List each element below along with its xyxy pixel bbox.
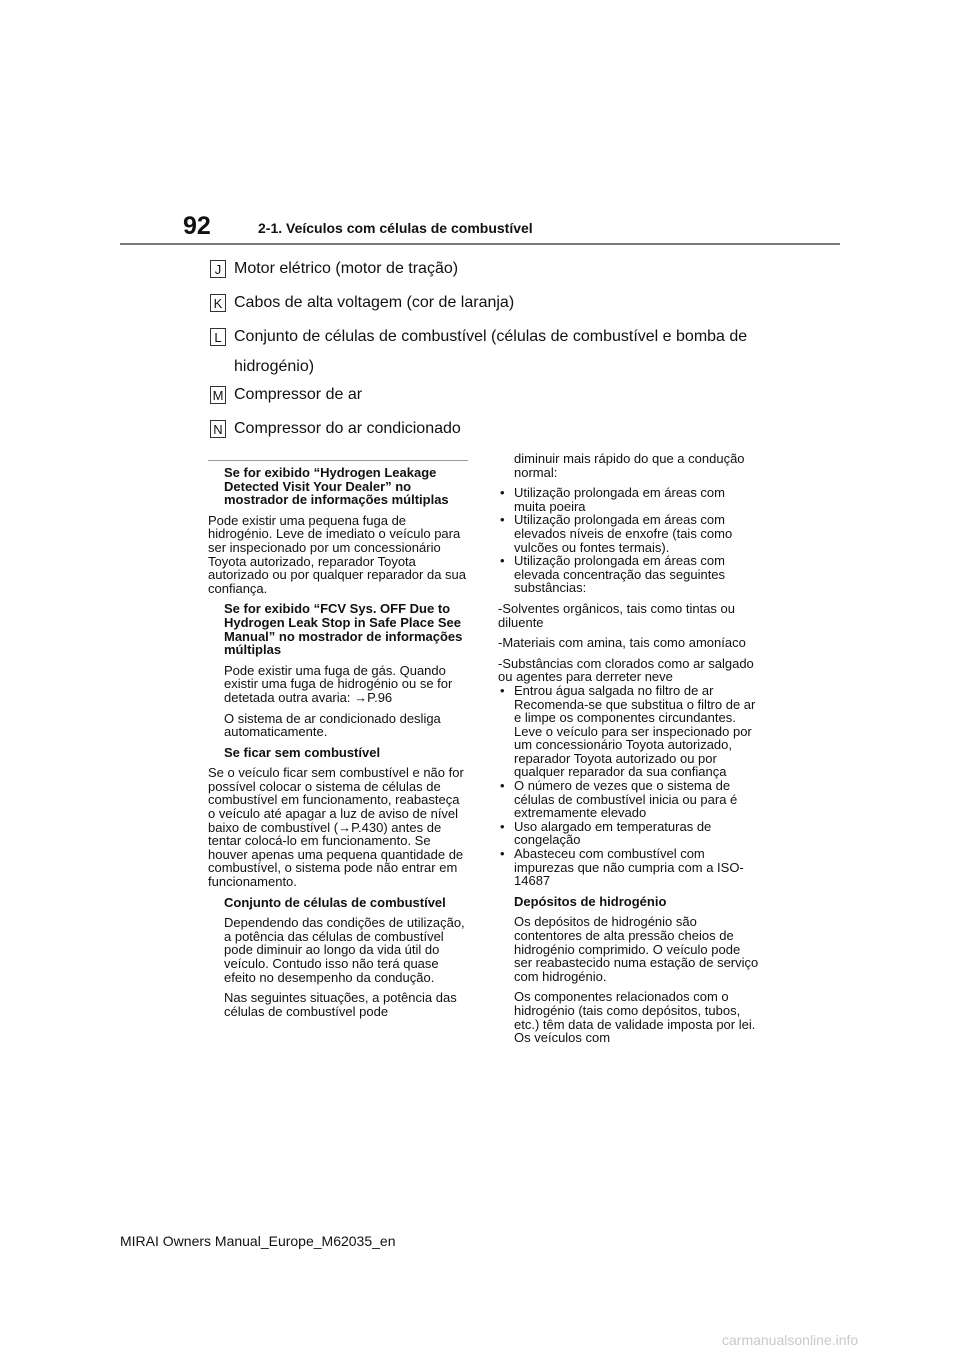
legend-item [210, 384, 770, 410]
list-item: • Entrou água salgada no filtro de ar Recomenda-se que substitua o filtro de ar e limpe os componentes circundantes. Leve o veículo para ser inspecionado por um concessionário Toyota autorizado, reparador Toyota autorizado ou por qualquer reparador da sua confiança [498, 684, 760, 779]
section-title: 2-1. Veículos com células de combustível [258, 220, 533, 236]
list-item: • Abasteceu com combustível com impurezas que não cumpria com a ISO-14687 [498, 847, 760, 888]
legend-text: Compressor de ar [234, 386, 363, 403]
legend-text: Cabos de alta voltagem (cor de laranja) [234, 294, 515, 311]
paragraph: -Materiais com amina, tais como amoníaco [498, 635, 746, 651]
legend-item [210, 326, 770, 382]
bullet-list [498, 486, 760, 595]
watermark: carmanualsonline.info [722, 1332, 859, 1348]
list-item: • Utilização prolongada em áreas com elevada concentração das seguintes substâncias: [498, 554, 760, 595]
legend-text: Compressor do ar condicionado [234, 420, 461, 437]
legend-item [210, 418, 770, 444]
legend-text: Motor elétrico (motor de tração) [234, 260, 459, 277]
paragraph: Pode existir uma fuga de gás. Quando existir uma fuga de hidrogénio ou se for detetada outra avaria: →P.96 [224, 662, 453, 705]
heading-fuel-cell-stack: Conjunto de células de combustível [224, 894, 446, 910]
column-divider [208, 460, 468, 461]
paragraph: diminuir mais rápido do que a condução normal: [514, 451, 745, 480]
footer-doc-id: MIRAI Owners Manual_Europe_M62035_en [120, 1233, 396, 1249]
paragraph: -Substâncias com clorados como ar salgado ou agentes para derreter neve [498, 655, 754, 685]
legend-item [210, 292, 770, 318]
paragraph: Os componentes relacionados com o hidrogénio (tais como depósitos, tubos, etc.) têm data de validade imposta por lei. Os veículos com [514, 989, 756, 1046]
page-number: 92 [183, 212, 211, 240]
paragraph: Nas seguintes situações, a potência das células de combustível pode [224, 990, 457, 1019]
legend-key: L [210, 328, 226, 346]
heading-hydrogen-leak: Se for exibido “Hydrogen Leakage Detected Visit Your Dealer” no mostrador de informações múltiplas [224, 465, 449, 508]
legend-key: J [210, 260, 226, 278]
bullet-list [498, 684, 760, 888]
list-item: • Utilização prolongada em áreas com muita poeira [498, 486, 760, 513]
legend-key: K [210, 294, 226, 312]
left-column [208, 466, 470, 1025]
legend-item [210, 258, 770, 284]
list-item: • O número de vezes que o sistema de células de combustível inicia ou para é extremamente elevado [498, 779, 760, 820]
paragraph: Os depósitos de hidrogénio são contentores de alta pressão cheios de hidrogénio comprimido. O veículo pode ser reabastecido numa estação de serviço com hidrogénio. [514, 914, 759, 984]
heading-hydrogen-tanks: Depósitos de hidrogénio [514, 893, 667, 909]
paragraph: Dependendo das condições de utilização, a potência das células de combustível pode diminuir ao longo da vida útil do veículo. Contudo isso não terá quase efeito no desempenho da condução. [224, 915, 465, 985]
paragraph: Se o veículo ficar sem combustível e não for possível colocar o sistema de células de combustível em funcionamento, reabasteça o veículo até apagar a luz de aviso de nível baixo de combustível (→P.430) antes de tentar colocá-lo em funcionamento. Se houver apenas uma pequena quantidade de combustível, o sistema pode não entrar em funcionamento. [208, 765, 464, 890]
header-divider [120, 243, 840, 245]
list-item: • Uso alargado em temperaturas de congelação [498, 820, 760, 847]
list-item: • Utilização prolongada em áreas com elevados níveis de enxofre (tais como vulcões ou fontes termais). [498, 513, 760, 554]
paragraph: Pode existir uma pequena fuga de hidrogénio. Leve de imediato o veículo para ser inspecionado por um concessionário Toyota autorizado, reparador Toyota autorizado ou por qualquer reparador da sua confiança. [208, 512, 467, 596]
legend-text: Conjunto de células de combustível (células de combustível e bomba de hidrogénio) [234, 328, 748, 375]
paragraph: -Solventes orgânicos, tais como tintas ou diluente [498, 600, 736, 630]
legend-key: N [210, 420, 226, 438]
heading-fcv-sys-off: Se for exibido “FCV Sys. OFF Due to Hydrogen Leak Stop in Safe Place See Manual” no mostrador de informações múltiplas [224, 601, 463, 658]
paragraph: O sistema de ar condicionado desliga automaticamente. [224, 710, 441, 740]
legend-key: M [210, 386, 226, 404]
heading-out-of-fuel: Se ficar sem combustível [224, 744, 381, 760]
right-column [498, 452, 760, 1052]
